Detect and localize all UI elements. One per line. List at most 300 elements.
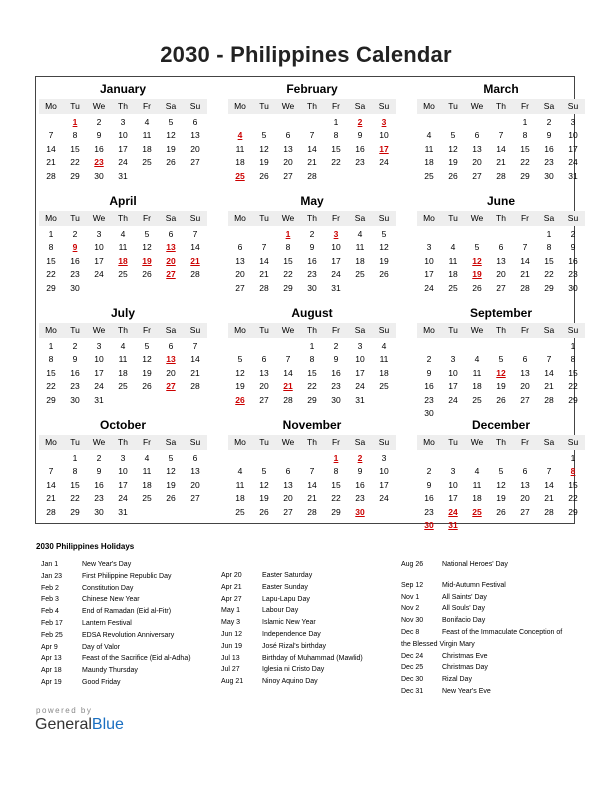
holiday-date: 3 <box>381 117 387 127</box>
holiday-date-label: Apr 21 <box>221 583 242 591</box>
day-cell: 10 <box>355 354 365 365</box>
holiday-name: All Souls' Day <box>442 605 485 613</box>
day-cell: 19 <box>448 157 458 168</box>
holiday-date: 2 <box>357 453 363 463</box>
day-cell: 16 <box>331 367 341 378</box>
day-cell: 28 <box>259 282 269 293</box>
weekday-label: Fr <box>142 437 152 447</box>
weekday-label: Mo <box>423 101 435 111</box>
day-cell: 13 <box>283 479 293 490</box>
holiday-name: Independence Day <box>262 631 321 638</box>
day-cell: 10 <box>331 242 341 253</box>
holiday-date-label: Feb 3 <box>41 596 59 604</box>
month-name: August <box>291 306 333 320</box>
holiday-date-label: Jun 12 <box>221 631 243 638</box>
day-cell: 17 <box>568 143 578 154</box>
month-name: July <box>110 306 135 320</box>
day-cell: 24 <box>331 269 341 280</box>
holiday-name: José Rizal's birthday <box>262 642 326 650</box>
day-cell: 12 <box>448 143 458 154</box>
weekday-label: Fr <box>331 437 341 447</box>
day-cell: 27 <box>190 493 200 504</box>
day-cell: 30 <box>307 282 317 293</box>
day-cell: 17 <box>94 255 104 266</box>
day-cell: 29 <box>283 282 293 293</box>
holiday-date-label: Feb 4 <box>41 608 59 616</box>
holiday-name: Constitution Day <box>82 584 134 592</box>
day-cell: 2 <box>546 117 552 127</box>
powered-by-label: powered by <box>36 706 93 715</box>
day-cell: 13 <box>190 466 200 477</box>
day-cell: 6 <box>522 354 528 365</box>
weekday-label: Mo <box>234 325 246 335</box>
day-cell: 3 <box>357 341 363 351</box>
day-cell: 9 <box>426 367 432 378</box>
day-cell: 16 <box>424 381 434 392</box>
weekday-label: Th <box>496 325 506 335</box>
day-cell: 21 <box>190 367 200 378</box>
day-cell: 18 <box>472 381 482 392</box>
day-cell: 13 <box>520 479 530 490</box>
weekday-label: Su <box>567 101 579 111</box>
day-cell: 19 <box>166 143 176 154</box>
day-cell: 30 <box>70 394 80 405</box>
day-cell: 21 <box>307 157 317 168</box>
month-name: June <box>486 194 515 208</box>
day-cell: 23 <box>70 381 80 392</box>
day-cell: 21 <box>544 493 554 504</box>
holiday-date-label: Aug 21 <box>221 678 244 686</box>
weekday-label: We <box>281 213 295 223</box>
day-cell: 22 <box>568 381 578 392</box>
weekday-label: Sa <box>165 101 177 111</box>
month-name: March <box>483 82 519 96</box>
day-cell: 12 <box>142 354 152 365</box>
weekday-label: Fr <box>142 213 152 223</box>
day-cell: 7 <box>522 242 528 253</box>
day-cell: 31 <box>568 170 578 181</box>
day-cell: 24 <box>94 381 104 392</box>
day-cell: 16 <box>94 479 104 490</box>
day-cell: 23 <box>355 157 365 168</box>
day-cell: 16 <box>70 367 80 378</box>
day-cell: 12 <box>235 367 245 378</box>
weekday-label: Tu <box>259 325 269 335</box>
holiday-date: 30 <box>424 520 434 530</box>
day-cell: 10 <box>94 242 104 253</box>
weekday-label: Mo <box>45 437 57 447</box>
day-cell: 31 <box>355 394 365 405</box>
holiday-name: Feast of the Sacrifice (Eid al-Adha) <box>82 655 191 663</box>
weekday-header <box>228 323 396 338</box>
day-cell: 1 <box>522 117 528 127</box>
day-cell: 6 <box>168 229 174 239</box>
day-cell: 12 <box>259 143 269 154</box>
day-cell: 12 <box>379 242 389 253</box>
day-cell: 8 <box>546 242 552 253</box>
holiday-date-label: Dec 30 <box>401 676 424 684</box>
day-cell: 28 <box>283 394 293 405</box>
day-cell: 19 <box>235 381 245 392</box>
day-cell: 20 <box>190 143 200 154</box>
day-cell: 14 <box>283 367 293 378</box>
day-cell: 28 <box>190 269 200 280</box>
holiday-name: Rizal Day <box>442 676 472 684</box>
holidays-heading: 2030 Philippines Holidays <box>36 542 135 551</box>
day-cell: 22 <box>307 381 317 392</box>
holiday-date: 13 <box>166 242 176 253</box>
weekday-label: Tu <box>70 213 80 223</box>
day-cell: 7 <box>192 229 198 239</box>
day-cell: 8 <box>309 354 315 365</box>
weekday-label: Su <box>378 325 390 335</box>
holiday-date: 3 <box>333 229 339 239</box>
day-cell: 20 <box>190 479 200 490</box>
day-cell: 9 <box>72 354 78 365</box>
day-cell: 5 <box>498 354 504 365</box>
day-cell: 28 <box>46 506 56 517</box>
day-cell: 17 <box>355 367 365 378</box>
weekday-label: Sa <box>165 437 177 447</box>
day-cell: 22 <box>70 493 80 504</box>
day-cell: 20 <box>472 157 482 168</box>
day-cell: 17 <box>379 479 389 490</box>
day-cell: 9 <box>333 354 339 365</box>
weekday-label: We <box>92 213 106 223</box>
day-cell: 26 <box>259 506 269 517</box>
day-cell: 3 <box>426 242 432 253</box>
weekday-label: Fr <box>520 437 530 447</box>
day-cell: 20 <box>496 269 506 280</box>
day-cell: 26 <box>496 394 506 405</box>
day-cell: 17 <box>118 479 128 490</box>
day-cell: 24 <box>568 157 578 168</box>
holiday-date-label: May 1 <box>221 607 241 615</box>
weekday-label: Fr <box>142 325 152 335</box>
weekday-label: Tu <box>70 437 80 447</box>
day-cell: 14 <box>544 479 554 490</box>
holiday-date: 31 <box>448 520 458 530</box>
holiday-name: Maundy Thursday <box>82 667 138 675</box>
holiday-name: Easter Sunday <box>262 583 308 591</box>
day-cell: 4 <box>144 117 150 127</box>
day-cell: 16 <box>355 143 365 154</box>
day-cell: 8 <box>570 354 576 365</box>
day-cell: 8 <box>333 130 339 141</box>
day-cell: 2 <box>426 466 432 477</box>
day-cell: 29 <box>46 394 56 405</box>
holiday-name: National Heroes' Day <box>442 561 508 568</box>
day-cell: 1 <box>48 229 54 239</box>
day-cell: 5 <box>168 453 174 463</box>
day-cell: 26 <box>142 269 152 280</box>
day-cell: 28 <box>544 506 554 517</box>
day-cell: 15 <box>568 367 578 378</box>
generalblue-logo[interactable] <box>35 716 124 734</box>
day-cell: 28 <box>307 170 317 181</box>
day-cell: 7 <box>285 354 291 365</box>
day-cell: 10 <box>448 479 458 490</box>
day-cell: 20 <box>259 381 269 392</box>
day-cell: 6 <box>168 341 174 351</box>
holiday-date-label: Apr 18 <box>41 667 62 675</box>
day-cell: 4 <box>426 130 432 141</box>
day-cell: 31 <box>331 282 341 293</box>
day-cell: 29 <box>70 170 80 181</box>
day-cell: 6 <box>237 242 243 253</box>
day-cell: 11 <box>379 354 389 365</box>
day-cell: 14 <box>520 255 530 266</box>
day-cell: 29 <box>520 170 530 181</box>
holiday-name: All Saints' Day <box>442 593 487 601</box>
weekday-label: We <box>92 101 106 111</box>
weekday-label: Mo <box>45 101 57 111</box>
day-cell: 15 <box>568 479 578 490</box>
month-name: September <box>469 306 533 320</box>
day-cell: 23 <box>94 493 104 504</box>
day-cell: 27 <box>259 394 269 405</box>
weekday-label: Th <box>118 325 128 335</box>
day-cell: 23 <box>307 269 317 280</box>
holiday-name: Good Friday <box>82 679 121 686</box>
day-cell: 6 <box>522 466 528 477</box>
holiday-date-label: Jul 13 <box>221 654 240 662</box>
day-cell: 29 <box>568 394 578 405</box>
day-cell: 18 <box>472 493 482 504</box>
day-cell: 31 <box>118 170 128 181</box>
holiday-name: Lantern Festival <box>82 620 132 627</box>
holiday-date: 21 <box>190 255 200 266</box>
weekday-label: Fr <box>142 101 152 111</box>
day-cell: 21 <box>496 157 506 168</box>
day-cell: 28 <box>190 381 200 392</box>
day-cell: 15 <box>70 479 80 490</box>
day-cell: 30 <box>70 282 80 293</box>
weekday-label: Th <box>307 101 317 111</box>
day-cell: 23 <box>568 269 578 280</box>
day-cell: 15 <box>46 367 56 378</box>
day-cell: 7 <box>498 130 504 141</box>
weekday-label: Su <box>378 101 390 111</box>
day-cell: 16 <box>307 255 317 266</box>
day-cell: 26 <box>379 269 389 280</box>
day-cell: 11 <box>142 130 152 141</box>
day-cell: 5 <box>237 354 243 365</box>
weekday-label: Tu <box>448 325 458 335</box>
day-cell: 20 <box>283 493 293 504</box>
holiday-date-label: Dec 8 <box>401 629 420 636</box>
day-cell: 7 <box>546 354 552 365</box>
day-cell: 11 <box>235 143 245 154</box>
weekday-label: We <box>281 101 295 111</box>
day-cell: 15 <box>307 367 317 378</box>
month-name: October <box>99 418 146 432</box>
weekday-header <box>39 435 207 450</box>
day-cell: 3 <box>96 341 102 351</box>
day-cell: 31 <box>94 394 104 405</box>
day-cell: 1 <box>546 229 552 239</box>
holiday-name: Islamic New Year <box>262 619 316 627</box>
weekday-label: Sa <box>165 325 177 335</box>
day-cell: 21 <box>307 493 317 504</box>
day-cell: 25 <box>118 381 128 392</box>
day-cell: 19 <box>379 255 389 266</box>
day-cell: 16 <box>70 255 80 266</box>
day-cell: 25 <box>142 493 152 504</box>
day-cell: 29 <box>307 394 317 405</box>
day-cell: 30 <box>94 506 104 517</box>
day-cell: 4 <box>357 229 363 239</box>
day-cell: 18 <box>355 255 365 266</box>
holiday-date: 12 <box>472 255 482 266</box>
holiday-date: 2 <box>357 117 363 127</box>
day-cell: 11 <box>448 255 458 266</box>
weekday-label: Su <box>567 213 579 223</box>
holiday-name: Lapu-Lapu Day <box>262 595 310 603</box>
weekday-label: Th <box>307 325 317 335</box>
day-cell: 6 <box>498 242 504 253</box>
day-cell: 13 <box>259 367 269 378</box>
day-cell: 19 <box>166 479 176 490</box>
holiday-name: End of Ramadan (Eid al-Fitr) <box>82 608 172 616</box>
holiday-date-label: Nov 30 <box>401 617 424 625</box>
day-cell: 11 <box>472 367 482 378</box>
day-cell: 3 <box>381 453 387 463</box>
weekday-label: Su <box>567 437 579 447</box>
day-cell: 10 <box>568 130 578 141</box>
holiday-date: 12 <box>496 367 506 378</box>
day-cell: 10 <box>118 130 128 141</box>
day-cell: 25 <box>424 170 434 181</box>
day-cell: 7 <box>309 466 315 477</box>
day-cell: 28 <box>46 170 56 181</box>
holiday-date-label: Nov 1 <box>401 593 420 601</box>
day-cell: 2 <box>72 341 78 351</box>
weekday-label: Su <box>378 437 390 447</box>
brand-blue: Blue <box>91 716 124 733</box>
day-cell: 23 <box>355 493 365 504</box>
day-cell: 16 <box>355 479 365 490</box>
day-cell: 5 <box>474 242 480 253</box>
day-cell: 14 <box>46 143 56 154</box>
weekday-label: Mo <box>423 325 435 335</box>
day-cell: 15 <box>46 255 56 266</box>
day-cell: 28 <box>544 394 554 405</box>
weekday-header <box>417 211 585 226</box>
day-cell: 3 <box>120 453 126 463</box>
weekday-header <box>228 211 396 226</box>
holiday-date-label: Dec 31 <box>401 688 424 695</box>
day-cell: 5 <box>381 229 387 239</box>
day-cell: 8 <box>72 130 78 141</box>
day-cell: 3 <box>450 354 456 365</box>
day-cell: 9 <box>96 466 102 477</box>
day-cell: 9 <box>357 130 363 141</box>
holiday-date: 19 <box>472 269 482 280</box>
day-cell: 26 <box>496 506 506 517</box>
weekday-label: Tu <box>448 101 458 111</box>
weekday-label: We <box>281 437 295 447</box>
day-cell: 5 <box>168 117 174 127</box>
holiday-date-label: Feb 2 <box>41 584 59 592</box>
day-cell: 26 <box>142 381 152 392</box>
day-cell: 10 <box>379 130 389 141</box>
holiday-date-label: Sep 12 <box>401 581 424 589</box>
day-cell: 26 <box>166 157 176 168</box>
weekday-label: Th <box>118 213 128 223</box>
holiday-name: New Year's Eve <box>442 688 491 695</box>
day-cell: 5 <box>144 229 150 239</box>
weekday-label: Su <box>567 325 579 335</box>
weekday-header <box>228 99 396 114</box>
day-cell: 27 <box>520 394 530 405</box>
day-cell: 27 <box>190 157 200 168</box>
weekday-label: Th <box>118 101 128 111</box>
day-cell: 9 <box>426 479 432 490</box>
holiday-date: 27 <box>166 269 176 280</box>
day-cell: 29 <box>70 506 80 517</box>
day-cell: 29 <box>46 282 56 293</box>
holiday-date: 13 <box>166 354 176 365</box>
weekday-label: Th <box>307 213 317 223</box>
day-cell: 25 <box>142 157 152 168</box>
day-cell: 12 <box>142 242 152 253</box>
holiday-date-label: Feb 17 <box>41 620 63 627</box>
weekday-label: Su <box>378 213 390 223</box>
weekday-label: Mo <box>423 213 435 223</box>
weekday-label: Th <box>496 437 506 447</box>
holiday-name: EDSA Revolution Anniversary <box>82 631 175 639</box>
holiday-name: New Year's Day <box>82 561 132 568</box>
day-cell: 11 <box>472 479 482 490</box>
day-cell: 2 <box>96 453 102 463</box>
calendar-grid <box>35 76 579 530</box>
day-cell: 9 <box>96 130 102 141</box>
day-cell: 23 <box>331 381 341 392</box>
day-cell: 8 <box>522 130 528 141</box>
day-cell: 2 <box>309 229 315 239</box>
weekday-label: We <box>92 437 106 447</box>
weekday-label: Fr <box>520 213 530 223</box>
day-cell: 4 <box>381 341 387 351</box>
holiday-name: Christmas Eve <box>442 652 488 660</box>
day-cell: 14 <box>190 354 200 365</box>
holiday-date: 24 <box>448 506 458 517</box>
day-cell: 14 <box>544 367 554 378</box>
weekday-label: We <box>470 437 484 447</box>
weekday-label: Sa <box>354 437 366 447</box>
day-cell: 5 <box>261 130 267 141</box>
day-cell: 6 <box>261 354 267 365</box>
day-cell: 22 <box>520 157 530 168</box>
day-cell: 22 <box>283 269 293 280</box>
day-cell: 24 <box>448 394 458 405</box>
day-cell: 5 <box>498 466 504 477</box>
holiday-date-label: May 3 <box>221 619 241 627</box>
day-cell: 24 <box>379 493 389 504</box>
day-cell: 1 <box>309 341 315 351</box>
holiday-date-label: Jan 1 <box>41 561 59 568</box>
weekday-header <box>228 435 396 450</box>
weekday-label: We <box>470 213 484 223</box>
holiday-name: Labour Day <box>262 607 299 615</box>
day-cell: 17 <box>118 143 128 154</box>
day-cell: 10 <box>424 255 434 266</box>
day-cell: 25 <box>448 282 458 293</box>
day-cell: 26 <box>259 170 269 181</box>
day-cell: 22 <box>46 269 56 280</box>
day-cell: 6 <box>192 117 198 127</box>
